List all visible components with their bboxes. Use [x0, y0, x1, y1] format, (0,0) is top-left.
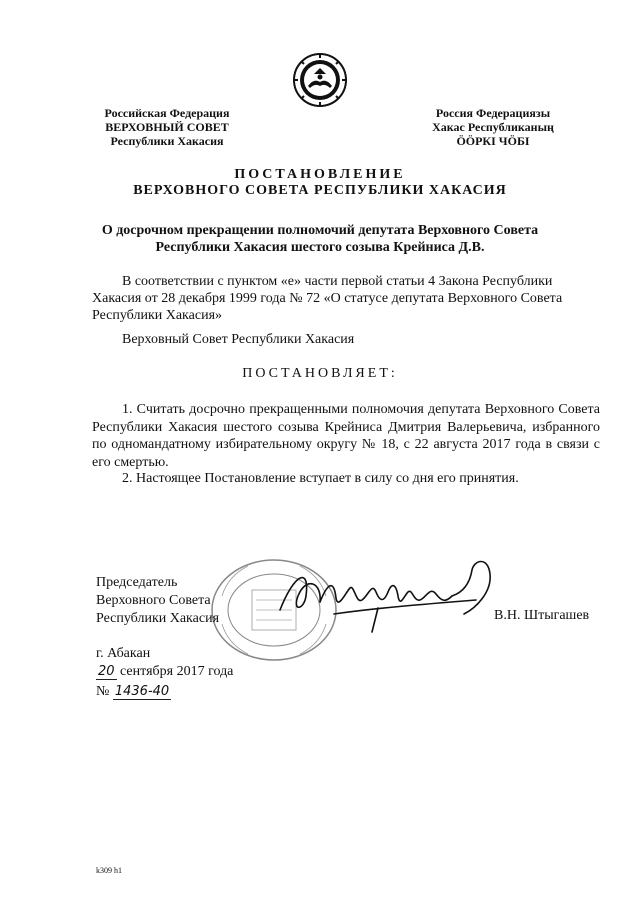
- preamble-paragraph: [92, 273, 598, 324]
- header-left-line2: ВЕРХОВНЫЙ СОВЕТ: [105, 120, 229, 134]
- decree-item-1: [92, 401, 600, 471]
- signatory-title: [96, 574, 219, 628]
- date-rest: сентября 2017 года: [120, 664, 234, 679]
- decree-item-2: [92, 470, 600, 488]
- document-title: ПОСТАНОВЛЕНИЕ: [234, 167, 406, 182]
- body-actor: Верховный Совет Республики Хакасия: [122, 332, 355, 347]
- document-place: г. Абакан: [96, 646, 151, 661]
- footer-code: k309 h1: [96, 866, 122, 875]
- signatory-name: В.Н. Штыгашев: [494, 608, 590, 623]
- header-right-line3: ӦӦРКІ ЧӦБІ: [456, 134, 530, 148]
- signatory-title-line2: Верховного Совета: [96, 593, 211, 608]
- header-right: [418, 106, 568, 148]
- header-right-line1: Россия Федерациязы: [435, 106, 551, 120]
- signatory-title-line3: Республики Хакасия: [96, 611, 220, 626]
- handwritten-signature: [276, 552, 512, 638]
- number-prefix: №: [96, 684, 110, 699]
- coat-of-arms-icon: [292, 52, 348, 108]
- header-left-line3: Республики Хакасия: [110, 134, 224, 148]
- document-title-authority: ВЕРХОВНОГО СОВЕТА РЕСПУБЛИКИ ХАКАСИЯ: [133, 183, 507, 198]
- decree-item-text: 2. Настоящее Постановление вступает в силу со дня его принятия.: [122, 471, 519, 486]
- preamble-text: В соответствии с пунктом «е» части первой статьи 4 Закона Республики Хакасия от 28 декабря 1999 года № 72 «О статусе депутата Верховного Совета Республики Хакасия»: [92, 274, 563, 323]
- header-left-line1: Российская Федерация: [104, 106, 230, 120]
- subject-line1: О досрочном прекращении полномочий депутата Верховного Совета: [101, 223, 539, 238]
- header-left: [92, 106, 242, 148]
- number-handwritten: 1436-40: [114, 684, 170, 699]
- header-right-line2: Хакас Республиканың: [432, 120, 554, 134]
- decree-item-text: 1. Считать досрочно прекращенными полномочия депутата Верховного Совета Республики Хакасия шестого созыва Крейниса Дмитрия Валерьевича, избранного по одномандатному избирательному округу № 18, с 22 августа 2017 года в связи с его смертью.: [92, 402, 600, 470]
- decree-heading: ПОСТАНОВЛЯЕТ:: [242, 366, 398, 381]
- subject-line2: Республики Хакасия шестого созыва Крейниса Д.В.: [155, 240, 485, 255]
- signatory-title-line1: Председатель: [96, 575, 178, 590]
- document-subject: [60, 222, 580, 256]
- document-date: [96, 664, 233, 680]
- document-number: [96, 684, 171, 700]
- date-day-handwritten: 20: [98, 664, 115, 679]
